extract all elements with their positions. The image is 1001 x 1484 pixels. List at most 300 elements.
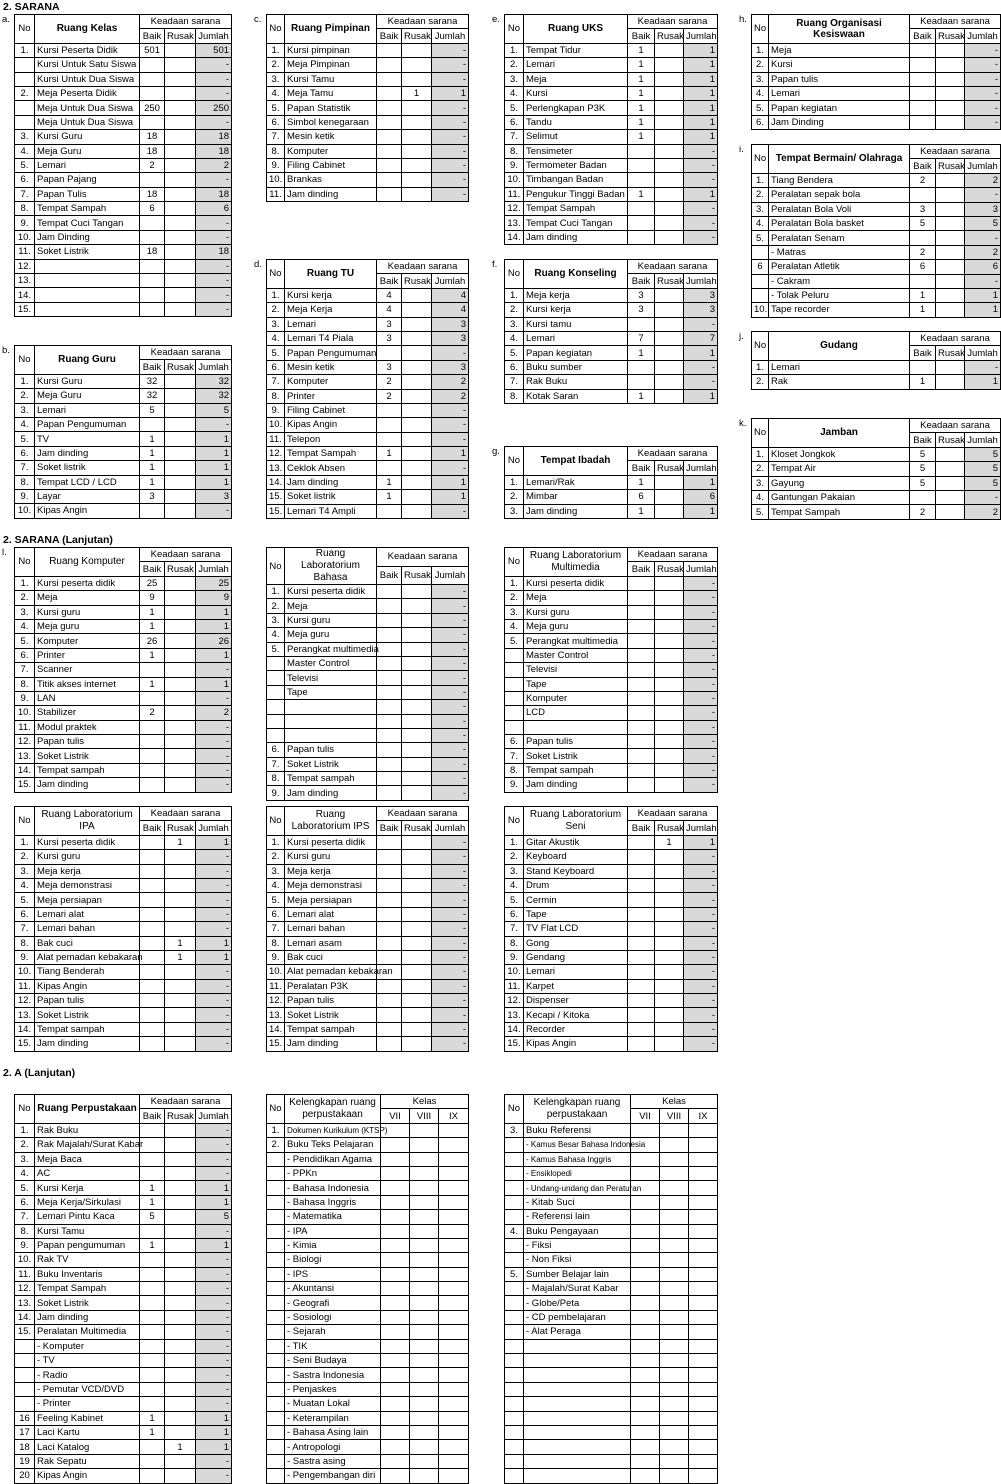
row-no: 4. bbox=[505, 1224, 524, 1238]
row-jumlah: - bbox=[432, 757, 469, 771]
row-rusak bbox=[402, 130, 432, 144]
row-no: 8. bbox=[267, 144, 285, 158]
row-jumlah: - bbox=[684, 317, 718, 331]
row-jumlah: 1 bbox=[684, 187, 718, 201]
row-item: - Biologi bbox=[285, 1253, 381, 1267]
row-vii bbox=[381, 1382, 410, 1396]
row-jumlah: - bbox=[432, 728, 469, 742]
row-item: Tape bbox=[285, 685, 377, 699]
row-rusak bbox=[402, 331, 432, 345]
row-viii bbox=[410, 1339, 439, 1353]
row-no: 1. bbox=[267, 1123, 285, 1137]
table-row bbox=[505, 1354, 718, 1368]
table-row bbox=[752, 462, 1001, 476]
row-item bbox=[524, 1397, 631, 1411]
row-jumlah: - bbox=[196, 864, 232, 878]
row-item: Meja bbox=[524, 591, 628, 605]
row-item: Printer bbox=[285, 389, 377, 403]
row-viii bbox=[410, 1224, 439, 1238]
row-no: 3. bbox=[505, 317, 524, 331]
row-no: 14. bbox=[15, 288, 35, 302]
row-baik bbox=[377, 714, 402, 728]
row-no: 2. bbox=[752, 188, 769, 202]
row-jumlah: - bbox=[684, 677, 718, 691]
row-rusak bbox=[165, 504, 196, 518]
row-vii bbox=[631, 1296, 660, 1310]
row-vii bbox=[631, 1382, 660, 1396]
row-baik bbox=[377, 671, 402, 685]
row-baik bbox=[628, 706, 655, 720]
table-row bbox=[15, 1354, 232, 1368]
row-jumlah: - bbox=[965, 86, 1001, 100]
row-viii bbox=[410, 1238, 439, 1252]
row-rusak bbox=[165, 245, 196, 259]
row-ix bbox=[689, 1325, 718, 1339]
table-row bbox=[505, 1166, 718, 1180]
row-no: 2. bbox=[752, 375, 769, 389]
row-no: 11. bbox=[267, 187, 285, 201]
row-jumlah: 5 bbox=[965, 447, 1001, 461]
row-no: 3. bbox=[267, 317, 285, 331]
row-item: - Non Fiksi bbox=[524, 1253, 631, 1267]
row-rusak bbox=[655, 375, 684, 389]
table-row bbox=[505, 43, 718, 57]
header-rusak: Rusak bbox=[165, 29, 196, 43]
table-row bbox=[267, 700, 469, 714]
row-no bbox=[505, 1325, 524, 1339]
table-row bbox=[505, 1469, 718, 1483]
table-title: Ruang Laboratorium Multimedia bbox=[524, 548, 628, 577]
table-row bbox=[15, 763, 232, 777]
row-item: Kursi Tamu bbox=[35, 1224, 140, 1238]
table-row bbox=[505, 389, 718, 403]
row-item: Bak cuci bbox=[285, 950, 377, 964]
row-rusak bbox=[165, 1037, 196, 1051]
header-baik: Baik bbox=[628, 274, 655, 288]
row-viii bbox=[660, 1368, 689, 1382]
row-jumlah: - bbox=[196, 1123, 232, 1137]
row-no bbox=[267, 685, 285, 699]
row-item: Papan Statistik bbox=[285, 101, 377, 115]
row-baik bbox=[377, 187, 402, 201]
table-row bbox=[267, 1022, 469, 1036]
row-jumlah: 6 bbox=[965, 260, 1001, 274]
row-jumlah: - bbox=[432, 461, 469, 475]
row-item: TV bbox=[35, 432, 140, 446]
row-baik bbox=[140, 735, 165, 749]
row-no bbox=[267, 1469, 285, 1483]
row-baik: 3 bbox=[377, 317, 402, 331]
row-no: 4. bbox=[15, 878, 35, 892]
row-baik bbox=[140, 1454, 165, 1468]
row-baik: 6 bbox=[140, 202, 165, 216]
row-jumlah: - bbox=[432, 173, 469, 187]
header-jumlah: Jumlah bbox=[196, 562, 232, 576]
row-rusak bbox=[165, 72, 196, 86]
row-jumlah: - bbox=[684, 619, 718, 633]
header-baik: Baik bbox=[628, 461, 655, 475]
row-item: Kursi kerja bbox=[524, 303, 628, 317]
row-viii bbox=[410, 1195, 439, 1209]
row-jumlah: - bbox=[432, 43, 469, 57]
row-no bbox=[15, 1354, 35, 1368]
row-no bbox=[505, 648, 524, 662]
row-baik bbox=[910, 58, 936, 72]
table-row bbox=[267, 979, 469, 993]
row-baik bbox=[628, 173, 655, 187]
row-rusak bbox=[165, 576, 196, 590]
row-baik bbox=[628, 720, 655, 734]
row-item: Soket listrik bbox=[35, 461, 140, 475]
header-keadaan-sarana: Keadaan sarana bbox=[628, 260, 718, 274]
row-no: 12. bbox=[15, 259, 35, 273]
row-item: Meja demonstrasi bbox=[35, 878, 140, 892]
table-row bbox=[267, 43, 469, 57]
header-no: No bbox=[15, 346, 35, 375]
table-kelas bbox=[14, 14, 232, 317]
header-kelas: Kelas bbox=[631, 1095, 718, 1109]
row-no bbox=[267, 1210, 285, 1224]
row-vii bbox=[631, 1469, 660, 1483]
row-item: Kursi bbox=[524, 86, 628, 100]
row-rusak bbox=[165, 1210, 196, 1224]
row-no: 6. bbox=[267, 743, 285, 757]
row-ix bbox=[439, 1282, 469, 1296]
row-baik bbox=[628, 202, 655, 216]
row-item: Meja kerja bbox=[35, 864, 140, 878]
header-baik: Baik bbox=[140, 562, 165, 576]
row-rusak bbox=[402, 173, 432, 187]
row-item: Tempat Tidur bbox=[524, 43, 628, 57]
row-no: 3. bbox=[505, 1123, 524, 1137]
table-row bbox=[267, 671, 469, 685]
row-jumlah: - bbox=[432, 936, 469, 950]
row-baik bbox=[377, 922, 402, 936]
header-kelas: Kelas bbox=[381, 1095, 469, 1109]
row-rusak bbox=[165, 1382, 196, 1396]
row-rusak bbox=[655, 72, 684, 86]
row-no: 5. bbox=[505, 346, 524, 360]
row-baik bbox=[140, 1282, 165, 1296]
row-vii bbox=[381, 1181, 410, 1195]
row-no: 9. bbox=[505, 778, 524, 792]
table-row bbox=[505, 677, 718, 691]
row-jumlah: - bbox=[432, 979, 469, 993]
row-ix bbox=[439, 1181, 469, 1195]
row-item: Lemari bbox=[769, 86, 910, 100]
table-row bbox=[15, 950, 232, 964]
row-item: Soket Listrik bbox=[35, 749, 140, 763]
row-ix bbox=[439, 1454, 469, 1468]
table-row bbox=[267, 490, 469, 504]
row-no: 12. bbox=[15, 1282, 35, 1296]
row-rusak bbox=[936, 101, 965, 115]
row-rusak bbox=[655, 303, 684, 317]
row-item: Meja Kerja/Sirkulasi bbox=[35, 1195, 140, 1209]
row-rusak bbox=[402, 1022, 432, 1036]
table-row bbox=[15, 432, 232, 446]
row-jumlah: - bbox=[196, 173, 232, 187]
row-ix bbox=[439, 1354, 469, 1368]
table-row bbox=[752, 260, 1001, 274]
row-item: - Komputer bbox=[35, 1339, 140, 1353]
row-vii bbox=[631, 1325, 660, 1339]
row-baik bbox=[377, 461, 402, 475]
row-rusak bbox=[402, 418, 432, 432]
table-row bbox=[15, 115, 232, 129]
row-rusak bbox=[165, 720, 196, 734]
row-item: - Penjaskes bbox=[285, 1382, 381, 1396]
row-jumlah: - bbox=[432, 403, 469, 417]
table-row bbox=[15, 1397, 232, 1411]
row-baik: 1 bbox=[628, 187, 655, 201]
row-item: Tempat Air bbox=[769, 462, 910, 476]
row-baik bbox=[377, 979, 402, 993]
row-rusak: 1 bbox=[165, 950, 196, 964]
row-item: Peralatan Bola Voli bbox=[769, 202, 910, 216]
header-rusak: Rusak bbox=[655, 29, 684, 43]
row-rusak bbox=[936, 274, 965, 288]
row-rusak bbox=[165, 417, 196, 431]
row-jumlah: - bbox=[684, 158, 718, 172]
row-jumlah: - bbox=[432, 1037, 469, 1051]
row-viii bbox=[660, 1397, 689, 1411]
table-row bbox=[267, 58, 469, 72]
row-item: Jam dinding bbox=[524, 778, 628, 792]
row-ix bbox=[689, 1454, 718, 1468]
table-letter: f. bbox=[492, 259, 498, 270]
row-jumlah: - bbox=[196, 893, 232, 907]
row-jumlah: - bbox=[432, 850, 469, 864]
row-rusak bbox=[402, 850, 432, 864]
row-item: - CD pembelajaran bbox=[524, 1310, 631, 1324]
row-jumlah: - bbox=[432, 700, 469, 714]
row-viii bbox=[410, 1123, 439, 1137]
row-jumlah: 7 bbox=[684, 331, 718, 345]
row-item: Meja Kerja bbox=[285, 303, 377, 317]
row-baik: 3 bbox=[628, 303, 655, 317]
row-jumlah: - bbox=[196, 230, 232, 244]
row-baik bbox=[377, 1022, 402, 1036]
row-jumlah: 1 bbox=[432, 447, 469, 461]
row-vii bbox=[381, 1296, 410, 1310]
header-baik: Baik bbox=[910, 433, 936, 447]
table-title: Ruang Komputer bbox=[35, 548, 140, 577]
row-rusak bbox=[165, 591, 196, 605]
row-jumlah: - bbox=[196, 1454, 232, 1468]
table-row bbox=[15, 417, 232, 431]
table-row bbox=[15, 274, 232, 288]
row-item: Buku Teks Pelajaran bbox=[285, 1138, 381, 1152]
row-item: - TV bbox=[35, 1354, 140, 1368]
row-no: 8. bbox=[505, 144, 524, 158]
row-rusak bbox=[165, 187, 196, 201]
table-title: Ruang Laboratorium IPS bbox=[285, 807, 377, 836]
row-jumlah: - bbox=[196, 1397, 232, 1411]
row-vii bbox=[381, 1425, 410, 1439]
row-rusak bbox=[165, 677, 196, 691]
row-baik: 1 bbox=[910, 303, 936, 317]
table-row bbox=[752, 43, 1001, 57]
row-no bbox=[505, 1368, 524, 1382]
row-item: Soket listrik bbox=[285, 490, 377, 504]
row-baik: 32 bbox=[140, 389, 165, 403]
row-rusak bbox=[402, 187, 432, 201]
row-jumlah: - bbox=[432, 743, 469, 757]
row-item: Lemari T4 Piala bbox=[285, 331, 377, 345]
row-jumlah: - bbox=[684, 907, 718, 921]
header-rusak: Rusak bbox=[165, 1109, 196, 1123]
row-item: - Globe/Peta bbox=[524, 1296, 631, 1310]
row-viii bbox=[410, 1354, 439, 1368]
row-rusak: 1 bbox=[402, 86, 432, 100]
row-rusak bbox=[165, 1411, 196, 1425]
row-ix bbox=[439, 1325, 469, 1339]
row-viii bbox=[660, 1411, 689, 1425]
row-no: 9. bbox=[267, 786, 285, 800]
table-row bbox=[505, 1181, 718, 1195]
table-title: Tempat Ibadah bbox=[524, 447, 628, 476]
row-no: 3. bbox=[505, 605, 524, 619]
row-item: Kursi guru bbox=[285, 850, 377, 864]
row-baik bbox=[140, 907, 165, 921]
row-rusak bbox=[402, 743, 432, 757]
row-rusak bbox=[402, 101, 432, 115]
table-row bbox=[15, 389, 232, 403]
row-jumlah: 3 bbox=[965, 202, 1001, 216]
row-item: Jam dinding bbox=[35, 778, 140, 792]
table-row bbox=[15, 446, 232, 460]
row-rusak bbox=[165, 619, 196, 633]
row-item: Buku Pengayaan bbox=[524, 1224, 631, 1238]
row-jumlah: 1 bbox=[432, 475, 469, 489]
table-row bbox=[505, 1411, 718, 1425]
table-row bbox=[267, 158, 469, 172]
row-baik bbox=[377, 656, 402, 670]
row-item: Kursi Untuk Dua Siswa bbox=[35, 72, 140, 86]
row-jumlah: - bbox=[684, 979, 718, 993]
table-row bbox=[267, 475, 469, 489]
header-baik: Baik bbox=[910, 159, 936, 173]
row-item bbox=[35, 302, 140, 316]
row-jumlah: - bbox=[684, 749, 718, 763]
table-row bbox=[267, 965, 469, 979]
table-row bbox=[505, 850, 718, 864]
table-row bbox=[267, 907, 469, 921]
table-row bbox=[267, 72, 469, 86]
table-row bbox=[505, 605, 718, 619]
row-baik: 1 bbox=[140, 1181, 165, 1195]
table-title: Ruang Laboratorium Seni bbox=[524, 807, 628, 836]
row-rusak bbox=[936, 115, 965, 129]
table-row bbox=[15, 288, 232, 302]
row-baik bbox=[377, 613, 402, 627]
table-kel1 bbox=[266, 1094, 469, 1484]
row-no: 2. bbox=[505, 490, 524, 504]
row-item: Jam dinding bbox=[524, 504, 628, 518]
row-no: 1. bbox=[505, 288, 524, 302]
row-vii bbox=[381, 1282, 410, 1296]
row-baik bbox=[377, 86, 402, 100]
row-no bbox=[267, 1411, 285, 1425]
table-row bbox=[267, 1469, 469, 1483]
row-baik: 3 bbox=[628, 288, 655, 302]
row-ix bbox=[439, 1210, 469, 1224]
row-item: Layar bbox=[35, 489, 140, 503]
row-vii bbox=[381, 1368, 410, 1382]
row-item: Kursi tamu bbox=[524, 317, 628, 331]
row-jumlah: 1 bbox=[196, 475, 232, 489]
header-rusak: Rusak bbox=[165, 821, 196, 835]
row-vii bbox=[631, 1224, 660, 1238]
row-rusak bbox=[655, 317, 684, 331]
row-viii bbox=[410, 1253, 439, 1267]
row-item: - Printer bbox=[35, 1397, 140, 1411]
row-no bbox=[267, 1354, 285, 1368]
table-row bbox=[505, 706, 718, 720]
row-no bbox=[505, 1181, 524, 1195]
table-row bbox=[752, 476, 1001, 490]
row-no: 12. bbox=[15, 994, 35, 1008]
row-item: Soket Listrik bbox=[524, 749, 628, 763]
table-row bbox=[15, 936, 232, 950]
row-baik bbox=[140, 288, 165, 302]
row-item: Kursi Untuk Satu Siswa bbox=[35, 58, 140, 72]
row-vii bbox=[381, 1354, 410, 1368]
row-rusak bbox=[655, 173, 684, 187]
header-no: No bbox=[267, 548, 285, 585]
header-ix: IX bbox=[689, 1109, 718, 1123]
row-baik bbox=[628, 1022, 655, 1036]
row-no: 5. bbox=[752, 101, 769, 115]
row-baik bbox=[377, 786, 402, 800]
row-item: - Majalah/Surat Kabar bbox=[524, 1282, 631, 1296]
row-baik bbox=[377, 685, 402, 699]
row-item: Lemari/Rak bbox=[524, 475, 628, 489]
row-no: 12. bbox=[267, 447, 285, 461]
row-rusak bbox=[655, 389, 684, 403]
row-no: 9. bbox=[505, 950, 524, 964]
table-row bbox=[752, 115, 1001, 129]
row-rusak bbox=[936, 303, 965, 317]
row-jumlah: 32 bbox=[196, 389, 232, 403]
row-baik bbox=[628, 677, 655, 691]
row-baik bbox=[377, 58, 402, 72]
row-no bbox=[505, 1411, 524, 1425]
row-jumlah: 1 bbox=[196, 446, 232, 460]
row-jumlah: - bbox=[196, 720, 232, 734]
row-jumlah: - bbox=[196, 878, 232, 892]
row-rusak bbox=[655, 950, 684, 964]
row-item: Jam dinding bbox=[35, 1037, 140, 1051]
table-row bbox=[15, 1181, 232, 1195]
table-row bbox=[505, 749, 718, 763]
row-jumlah: 18 bbox=[196, 187, 232, 201]
header-ix: IX bbox=[439, 1109, 469, 1123]
row-no bbox=[267, 1152, 285, 1166]
row-no: 9. bbox=[15, 950, 35, 964]
row-ix bbox=[689, 1138, 718, 1152]
header-no: No bbox=[267, 260, 285, 289]
row-item: Tempat Sampah bbox=[285, 447, 377, 461]
table-row bbox=[15, 1138, 232, 1152]
row-ix bbox=[689, 1354, 718, 1368]
row-item: Laci Kartu bbox=[35, 1425, 140, 1439]
row-rusak bbox=[402, 43, 432, 57]
table-row bbox=[505, 346, 718, 360]
row-item: Jam dinding bbox=[524, 230, 628, 244]
table-row bbox=[267, 878, 469, 892]
